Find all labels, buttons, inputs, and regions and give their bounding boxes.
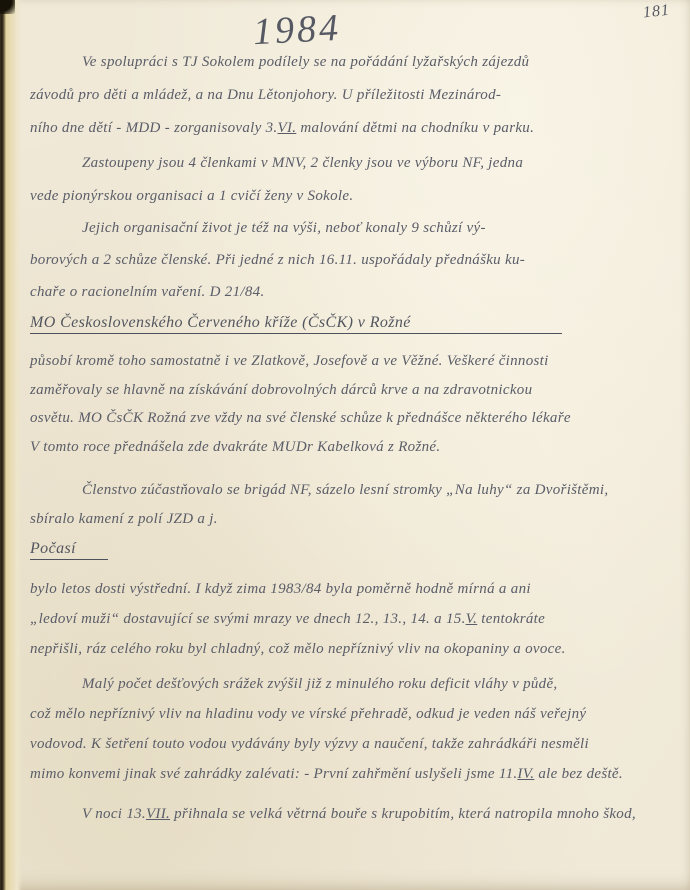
paragraph-block xyxy=(30,799,670,829)
paragraph-block xyxy=(30,476,670,533)
handwritten-line: borových a 2 schůze členské. Při jedné z nich 16.11. uspořádaly přednášku ku- xyxy=(30,252,526,268)
handwritten-line: osvětu. MO ČsČK Rožná zve vždy na své členské schůze k přednášce některého lékaře xyxy=(30,410,571,426)
handwritten-line: vodovod. K šetření touto vodou vydávány byly výzvy a naučení, takže zahrádkáři nesměli xyxy=(30,736,589,752)
underlined-date: V. xyxy=(465,611,478,627)
underlined-date: VI. xyxy=(277,120,297,136)
handwritten-line: Členstvo zúčastňovalo se brigád NF, sázelo lesní stromky „Na luhy“ za Dvořištěmi, xyxy=(82,482,609,498)
handwritten-line: Ve spolupráci s TJ Sokolem podílely se na pořádání lyžařských zájezdů xyxy=(82,54,530,70)
paragraph-block xyxy=(30,46,670,145)
handwritten-line: Jejich organisační život je též na výši, neboť konaly 9 schůzí vý- xyxy=(82,220,486,236)
handwritten-line: bylo letos dosti výstřední. I když zima 1983/84 byla poměrně hodně mírná a ani xyxy=(30,581,531,597)
handwritten-line: „ledoví muži“ dostavující se svými mrazy ve dnech 12., 13., 14. a 15.V. tentokráte xyxy=(30,611,546,627)
section-heading: Počasí xyxy=(30,540,108,560)
heading-block xyxy=(30,540,670,560)
year-title: 1984 xyxy=(251,6,343,54)
heading-block xyxy=(30,314,670,334)
handwritten-line: což mělo nepříznivý vliv na hladinu vody ve vírské přehradě, odkud je veden náš veřejný xyxy=(30,706,587,722)
handwritten-line: sbíralo kamení z polí JZD a j. xyxy=(30,510,218,527)
handwritten-line: V noci 13.VII. přihnala se velká větrná bouře s krupobitím, která natropila mnoho škod, xyxy=(82,806,636,822)
handwritten-line: zaměřovaly se hlavně na získávání dobrovolných dárců krve a na zdravotnickou xyxy=(30,381,533,398)
handwritten-line: závodů pro děti a mládež, a na Dnu Lětonjohory. U příležitosti Mezinárod- xyxy=(30,87,502,103)
paragraph-block xyxy=(30,669,670,789)
handwritten-line: vede pionýrskou organisaci a 1 cvičí ženy v Sokole. xyxy=(30,188,354,204)
page-number: 181 xyxy=(642,1,671,22)
handwritten-line: působí kromě toho samostatně i ve Zlatkově, Josefově a ve Věžné. Veškeré činnosti xyxy=(30,353,549,369)
handwritten-line: chaře o racionelním vaření. D 21/84. xyxy=(30,284,265,300)
handwritten-line: ního dne dětí - MDD - zorganisovaly 3.VI. malování dětmi na chodníku v parku. xyxy=(30,120,535,136)
underlined-date: IV. xyxy=(517,766,535,782)
handwritten-line: V tomto roce přednášela zde dvakráte MUDr Kabelková z Rožné. xyxy=(30,438,441,455)
handwritten-line: mimo konvemi jinak své zahrádky zalévati: - První zahřmění uslyšeli jsme 11.IV. ale bez deště. xyxy=(30,766,623,782)
handwritten-line: nepřišli, ráz celého roku byl chladný, což mělo nepříznivý vliv na okopaniny a ovoce. xyxy=(30,641,566,657)
section-heading: MO Československého Červeného kříže (ČsČK) v Rožné xyxy=(30,314,562,334)
paragraph-block xyxy=(30,574,670,664)
handwritten-line: Malý počet dešťových srážek zvýšil již z minulého roku deficit vláhy v půdě, xyxy=(82,676,558,692)
scan-corner-mark xyxy=(0,0,15,14)
page-binding-edge xyxy=(0,0,22,890)
paragraph-block xyxy=(30,347,670,461)
paragraph-block xyxy=(30,212,670,308)
underlined-date: VII. xyxy=(145,806,171,822)
paragraph-block xyxy=(30,147,670,213)
handwritten-line: Zastoupeny jsou 4 členkami v MNV, 2 členky jsou ve výboru NF, jedna xyxy=(82,155,524,171)
